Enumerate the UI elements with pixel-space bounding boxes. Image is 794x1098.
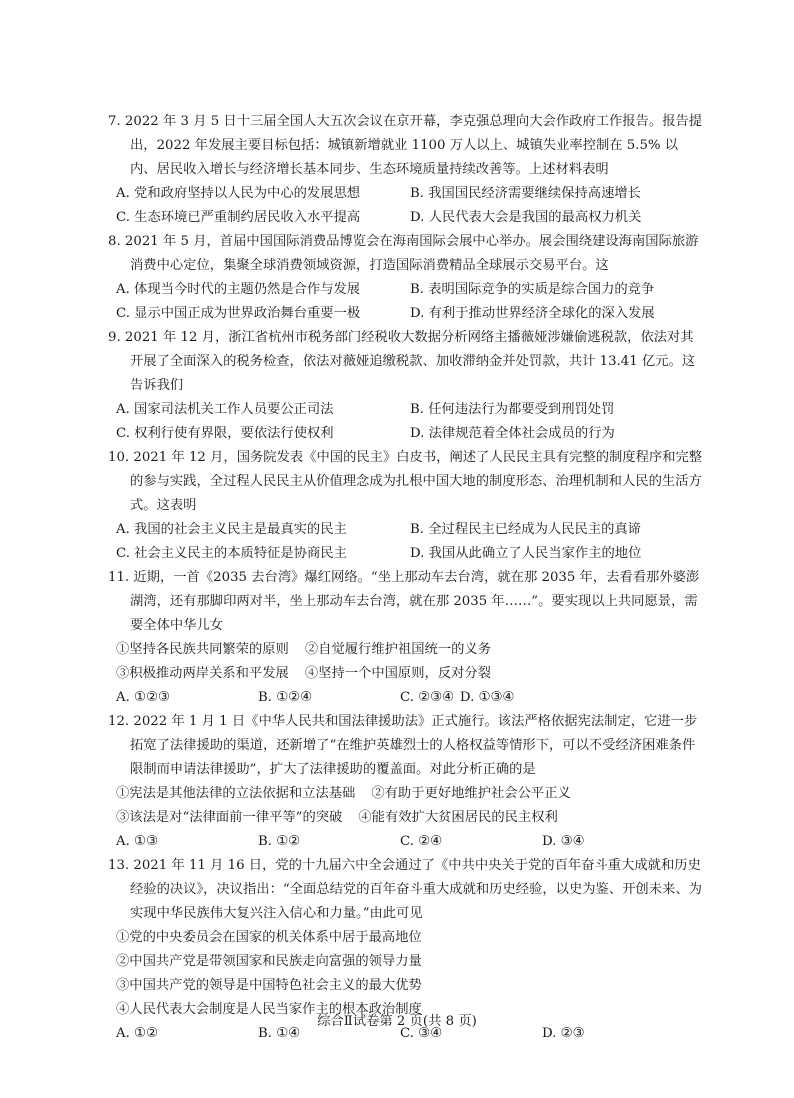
option-c[interactable]: C. ②④ <box>400 834 442 849</box>
option-d[interactable]: D. ②③ <box>542 1026 585 1041</box>
option-c[interactable]: C. 生态环境已严重制约居民收入水平提高 <box>116 210 361 225</box>
option-d[interactable]: D. 法律规范着全体社会成员的行为 <box>410 426 615 441</box>
option-a[interactable]: A. 党和政府坚持以人民为中心的发展思想 <box>116 186 361 201</box>
statement-3: ③积极推动两岸关系和平发展 <box>116 666 289 681</box>
question-stem: 10. 2021 年 12 月，国务院发表《中国的民主》白皮书，阐述了人民民主具有完整的制度程序和完整的参与实践，全过程人民民主从价值理念成为扎根中国大地的制度形态、治理机制和人民的生活方式。这表明 <box>108 450 703 513</box>
option-d[interactable]: D. ③④ <box>542 834 585 849</box>
question-stem: 13. 2021 年 11 月 16 日，党的十九届六中全会通过了《中共中央关于党的百年奋斗重大成就和历史经验的决议》，决议指出：“全面总结党的百年奋斗重大成就和历史经验，以史为鉴、开创未来、为实现中华民族伟大复兴注入信心和力量。”由此可见 <box>108 858 702 921</box>
question-list <box>108 110 704 1046</box>
option-b[interactable]: B. ①②④ <box>258 690 312 705</box>
option-row <box>108 422 704 446</box>
option-c[interactable]: C. ③④ <box>400 1026 442 1041</box>
option-d[interactable]: D. 我国从此确立了人民当家作主的地位 <box>410 546 642 561</box>
option-d[interactable]: D. 人民代表大会是我国的最高权力机关 <box>410 210 642 225</box>
question-stem: 8. 2021 年 5 月，首届中国国际消费品博览会在海南国际会展中心举办。展会围绕建设海南国际旅游消费中心定位，集聚全球消费领域资源，打造国际消费精品全球展示交易平台。这 <box>108 234 699 273</box>
question-12 <box>108 710 704 854</box>
option-a[interactable]: A. ①③ <box>116 834 158 849</box>
option-a[interactable]: A. 国家司法机关工作人员要公正司法 <box>116 402 334 417</box>
statement-2: ②自觉履行维护祖国统一的义务 <box>304 642 492 657</box>
option-c[interactable]: C. 社会主义民主的本质特征是协商民主 <box>116 546 347 561</box>
question-stem: 11. 近期，一首《2035 去台湾》爆红网络。“坐上那动车去台湾，就在那 2035 年，去看看那外婆澎湖湾，还有那脚印两对半，坐上那动车去台湾，就在那 2035 年……”。要实现以上共同愿景，需要全体中华儿女 <box>108 570 700 633</box>
statement-4: ④能有效扩大贫困居民的民主权利 <box>358 810 558 825</box>
question-stem: 9. 2021 年 12 月，浙江省杭州市税务部门经税收大数据分析网络主播薇娅涉嫌偷逃税款，依法对其开展了全面深入的税务检查，依法对薇娅追缴税款、加收滞纳金并处罚款，共计 13.41 亿元。这告诉我们 <box>108 330 696 393</box>
question-stem: 12. 2022 年 1 月 1 日《中华人民共和国法律援助法》正式施行。该法严格依据宪法制定，它进一步拓宽了法律援助的渠道，还新增了“在维护英雄烈士的人格权益等情形下，可以不受经济困难条件限制而申请法律援助”，扩大了法律援助的覆盖面。对此分析正确的是 <box>108 714 698 777</box>
question-11 <box>108 566 704 710</box>
question-9 <box>108 326 704 446</box>
option-b[interactable]: B. ①② <box>258 834 301 849</box>
statement-3: ③中国共产党的领导是中国特色社会主义的最大优势 <box>116 978 422 993</box>
option-b[interactable]: B. 表明国际竞争的实质是综合国力的竞争 <box>410 282 655 297</box>
option-d[interactable]: D. 有利于推动世界经济全球化的深入发展 <box>410 306 655 321</box>
option-row <box>108 830 704 854</box>
question-8 <box>108 230 704 326</box>
question-10 <box>108 446 704 566</box>
option-a[interactable]: A. 我国的社会主义民主是最真实的民主 <box>116 522 347 537</box>
option-b[interactable]: B. 我国国民经济需要继续保持高速增长 <box>410 186 641 201</box>
option-d[interactable]: D. ①③④ <box>459 690 515 705</box>
option-row <box>108 542 704 566</box>
option-c[interactable]: C. 显示中国正成为世界政治舞台重要一极 <box>116 306 361 321</box>
question-stem: 7. 2022 年 3 月 5 日十三届全国人大五次会议在京开幕，李克强总理向大会作政府工作报告。报告提出，2022 年发展主要目标包括：城镇新增就业 1100 万人以上、城镇失业率控制在 5.5% 以内、居民收入增长与经济增长基本同步、生态环境质量持续改善等。上述材料表明 <box>108 114 703 177</box>
statement-1: ①党的中央委员会在国家的机关体系中居于最高地位 <box>116 930 422 945</box>
statement-4: ④坚持一个中国原则，反对分裂 <box>304 666 492 681</box>
option-row <box>108 686 704 710</box>
question-7 <box>108 110 704 230</box>
statement-2: ②有助于更好地维护社会公平正义 <box>371 786 571 801</box>
option-b[interactable]: B. ①④ <box>258 1026 301 1041</box>
statement-2: ②中国共产党是带领国家和民族走向富强的领导力量 <box>116 954 422 969</box>
statement-row <box>108 782 704 806</box>
statement-row <box>108 662 704 686</box>
statement-1: ①宪法是其他法律的立法依据和立法基础 <box>116 786 356 801</box>
option-row <box>108 278 704 302</box>
option-row <box>108 518 704 542</box>
option-row <box>108 206 704 230</box>
option-row <box>108 302 704 326</box>
option-b[interactable]: B. 任何违法行为都要受到刑罚处罚 <box>410 402 615 417</box>
page-footer: 综合Ⅱ试卷第 2 页(共 8 页) <box>317 1014 477 1029</box>
option-c[interactable]: C. ②③④ <box>400 690 454 705</box>
statement-3: ③该法是对“法律面前一律平等”的突破 <box>116 810 343 825</box>
option-b[interactable]: B. 全过程民主已经成为人民民主的真谛 <box>410 522 641 537</box>
option-row <box>108 182 704 206</box>
option-a[interactable]: A. ①②③ <box>116 690 170 705</box>
option-a[interactable]: A. 体现当今时代的主题仍然是合作与发展 <box>116 282 361 297</box>
statement-row <box>108 806 704 830</box>
option-a[interactable]: A. ①② <box>116 1026 158 1041</box>
statement-4: ④人民代表大会制度是人民当家作主的根本政治制度 <box>116 1002 422 1017</box>
statement-1: ①坚持各民族共同繁荣的原则 <box>116 642 289 657</box>
statement-row <box>108 638 704 662</box>
option-c[interactable]: C. 权利行使有界限，要依法行使权利 <box>116 426 334 441</box>
option-row <box>108 398 704 422</box>
